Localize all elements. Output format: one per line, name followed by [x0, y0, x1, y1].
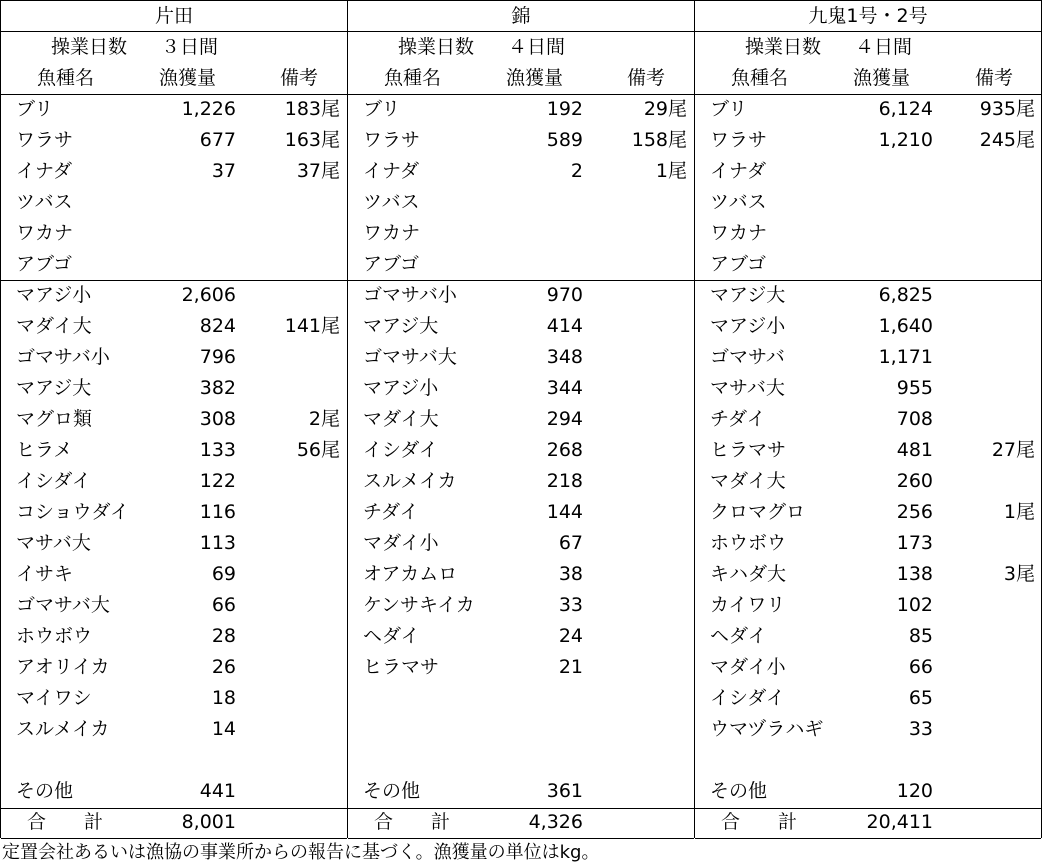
species-name: ウマヅラハギ — [710, 718, 824, 740]
catch-amount: 1,210 — [878, 129, 933, 151]
table-row — [1, 373, 348, 404]
total-label: 合 計 — [27, 811, 104, 833]
table-row — [695, 280, 1042, 311]
table-row — [1, 497, 348, 528]
notes-column-header: 備考 — [974, 67, 1013, 89]
species-name: ツバス — [363, 191, 420, 213]
catch-amount: 66 — [908, 656, 933, 678]
catch-amount: 218 — [546, 470, 583, 492]
species-name: ヒラマサ — [363, 656, 440, 678]
table-row — [348, 466, 695, 497]
species-name: ホウボウ — [710, 532, 787, 554]
species-name: コショウダイ — [16, 501, 130, 523]
catch-amount: 66 — [211, 594, 236, 616]
location-panel — [0, 0, 347, 838]
catch-amount: 796 — [199, 346, 236, 368]
table-row — [348, 373, 695, 404]
species-column-header: 魚種名 — [37, 67, 95, 89]
catch-note: 141尾 — [284, 315, 340, 337]
catch-column-header: 漁獲量 — [159, 67, 217, 89]
catch-amount: 708 — [896, 408, 933, 430]
species-name: ワカナ — [710, 222, 768, 244]
location-name: 九鬼1号・2号 — [695, 1, 1041, 32]
table-row — [1, 435, 348, 466]
catch-column-header: 漁獲量 — [853, 67, 911, 89]
footnote: 定置会社あるいは漁協の事業所からの報告に基づく。漁獲量の単位はkg。 — [2, 842, 600, 863]
table-row — [695, 342, 1042, 373]
species-name: マダイ小 — [363, 532, 439, 554]
total-label: 合 計 — [374, 811, 451, 833]
operating-days-value: ４日間 — [508, 36, 566, 58]
catch-note: 27尾 — [991, 439, 1035, 461]
catch-amount: 122 — [199, 470, 236, 492]
catch-note: 56尾 — [296, 439, 340, 461]
catch-amount: 173 — [896, 532, 933, 554]
species-name: マアジ大 — [363, 315, 439, 337]
catch-amount: 116 — [199, 501, 236, 523]
species-name: アブゴ — [16, 253, 73, 275]
table-row — [348, 249, 695, 280]
species-name: マアジ小 — [363, 377, 439, 399]
catch-note: 935尾 — [979, 98, 1035, 120]
table-row — [1, 156, 348, 187]
catch-note: 1尾 — [1003, 501, 1035, 523]
operating-days-label: 操業日数 — [51, 36, 128, 58]
species-name: マアジ小 — [710, 315, 786, 337]
table-row — [695, 683, 1042, 714]
column-label-row — [1, 63, 348, 94]
column-label-row — [695, 63, 1042, 94]
total-row — [1, 808, 348, 836]
catch-amount: 144 — [546, 501, 583, 523]
catch-amount: 38 — [558, 563, 583, 585]
species-name: マアジ小 — [16, 284, 92, 306]
table-row — [695, 435, 1042, 466]
table-row — [1, 683, 348, 714]
catch-amount: 33 — [558, 594, 583, 616]
table-row — [348, 435, 695, 466]
species-name: アブゴ — [363, 253, 420, 275]
catch-amount: 268 — [546, 439, 583, 461]
catch-amount: 37 — [211, 160, 236, 182]
catch-amount: 955 — [896, 377, 933, 399]
total-amount: 4,326 — [528, 811, 583, 833]
catch-amount: 6,825 — [878, 284, 933, 306]
species-name: ホウボウ — [16, 625, 93, 647]
catch-note: 1尾 — [655, 160, 687, 182]
other-species-label: その他 — [363, 780, 421, 802]
catch-amount: 6,124 — [878, 98, 933, 120]
other-row — [1, 776, 348, 807]
total-row — [348, 808, 695, 836]
table-row — [348, 497, 695, 528]
table-row — [348, 125, 695, 156]
table-row — [695, 497, 1042, 528]
other-catch-amount: 361 — [546, 780, 583, 802]
table-row — [695, 311, 1042, 342]
catch-amount: 260 — [896, 470, 933, 492]
column-label-row — [348, 63, 695, 94]
species-name: イシダイ — [363, 439, 438, 461]
table-row — [695, 652, 1042, 683]
catch-amount: 67 — [558, 532, 583, 554]
species-name: アオリイカ — [16, 656, 110, 678]
catch-note: 29尾 — [643, 98, 687, 120]
species-name: ヘダイ — [363, 625, 420, 647]
species-name: ゴマサバ大 — [363, 346, 457, 368]
table-row — [348, 528, 695, 559]
table-row — [1, 714, 348, 745]
species-name: ゴマサバ大 — [16, 594, 110, 616]
species-name: マダイ大 — [363, 408, 439, 430]
species-name: イシダイ — [710, 687, 785, 709]
catch-amount: 138 — [896, 563, 933, 585]
catch-amount: 26 — [211, 656, 236, 678]
table-row — [348, 218, 695, 249]
species-name: マダイ小 — [710, 656, 786, 678]
table-row — [695, 621, 1042, 652]
catch-amount: 2 — [570, 160, 583, 182]
species-name: ワラサ — [16, 129, 74, 151]
catch-amount: 2,606 — [181, 284, 236, 306]
species-name: ワラサ — [710, 129, 768, 151]
total-amount: 20,411 — [866, 811, 933, 833]
species-name: ワカナ — [363, 222, 421, 244]
total-row — [695, 808, 1042, 836]
catch-amount: 133 — [199, 439, 236, 461]
other-species-label: その他 — [710, 780, 768, 802]
catch-column-header: 漁獲量 — [506, 67, 564, 89]
table-row — [1, 249, 348, 280]
table-row — [695, 249, 1042, 280]
other-row — [348, 776, 695, 807]
table-row — [1, 404, 348, 435]
catch-amount: 65 — [908, 687, 933, 709]
catch-amount: 18 — [211, 687, 236, 709]
species-name: スルメイカ — [363, 470, 457, 492]
catch-note: 183尾 — [284, 98, 340, 120]
table-row — [1, 342, 348, 373]
species-name: カイワリ — [710, 594, 786, 616]
catch-amount: 308 — [199, 408, 236, 430]
table-row — [348, 683, 695, 714]
operating-days-value: ３日間 — [161, 36, 219, 58]
table-row — [348, 342, 695, 373]
catch-amount: 14 — [211, 718, 236, 740]
table-row — [695, 373, 1042, 404]
species-name: スルメイカ — [16, 718, 110, 740]
species-name: ブリ — [16, 98, 54, 120]
species-column-header: 魚種名 — [384, 67, 442, 89]
species-name: イナダ — [16, 160, 73, 182]
operating-days-row — [1, 32, 348, 63]
catch-note: 158尾 — [631, 129, 687, 151]
table-row — [695, 559, 1042, 590]
species-name: ツバス — [16, 191, 73, 213]
table-row — [348, 714, 695, 745]
species-name: ゴマサバ — [710, 346, 785, 368]
other-row — [695, 776, 1042, 807]
location-name: 錦 — [348, 1, 694, 32]
location-panel — [347, 0, 694, 838]
table-row — [348, 404, 695, 435]
species-name: イナダ — [363, 160, 420, 182]
species-name: イシダイ — [16, 470, 91, 492]
species-name: ワラサ — [363, 129, 421, 151]
table-row — [695, 466, 1042, 497]
species-name: オアカムロ — [363, 563, 458, 585]
operating-days-row — [348, 32, 695, 63]
species-name: ツバス — [710, 191, 767, 213]
table-row — [348, 311, 695, 342]
table-row — [348, 280, 695, 311]
catch-amount: 21 — [558, 656, 583, 678]
table-row — [1, 187, 348, 218]
table-row — [1, 94, 348, 125]
species-name: ゴマサバ小 — [16, 346, 110, 368]
species-name: イナダ — [710, 160, 767, 182]
species-name: チダイ — [710, 408, 766, 430]
table-row — [1, 590, 348, 621]
catch-amount: 344 — [546, 377, 583, 399]
table-row — [695, 94, 1042, 125]
catch-amount: 192 — [546, 98, 583, 120]
table-row — [695, 218, 1042, 249]
catch-amount: 382 — [199, 377, 236, 399]
table-row — [1, 218, 348, 249]
species-name: ブリ — [363, 98, 401, 120]
table-row — [348, 94, 695, 125]
table-row — [348, 590, 695, 621]
species-name: ワカナ — [16, 222, 74, 244]
operating-days-row — [695, 32, 1042, 63]
species-name: マイワシ — [16, 687, 92, 709]
operating-days-label: 操業日数 — [398, 36, 475, 58]
catch-note: 3尾 — [1003, 563, 1035, 585]
catch-amount: 28 — [211, 625, 236, 647]
table-row — [348, 745, 695, 776]
table-row — [1, 652, 348, 683]
species-name: マサバ大 — [710, 377, 785, 399]
species-name: マアジ大 — [16, 377, 92, 399]
species-name: ゴマサバ小 — [363, 284, 457, 306]
catch-amount: 69 — [211, 563, 236, 585]
table-row — [1, 125, 348, 156]
table-row — [348, 187, 695, 218]
table-row — [348, 621, 695, 652]
table-row — [695, 156, 1042, 187]
species-name: イサキ — [16, 563, 74, 585]
notes-column-header: 備考 — [626, 67, 665, 89]
catch-amount: 256 — [896, 501, 933, 523]
operating-days-value: ４日間 — [855, 36, 913, 58]
catch-amount: 1,640 — [878, 315, 933, 337]
table-row — [348, 652, 695, 683]
table-row — [695, 125, 1042, 156]
catch-note: 245尾 — [979, 129, 1035, 151]
table-row — [695, 404, 1042, 435]
catch-amount: 102 — [896, 594, 933, 616]
catch-amount: 294 — [546, 408, 583, 430]
table-row — [348, 156, 695, 187]
species-name: ヒラマサ — [710, 439, 787, 461]
species-name: ケンサキイカ — [363, 594, 475, 616]
table-row — [1, 745, 348, 776]
other-species-label: その他 — [16, 780, 74, 802]
species-name: マダイ大 — [16, 315, 92, 337]
species-name: キハダ大 — [710, 563, 787, 585]
table-row — [1, 621, 348, 652]
table-row — [695, 745, 1042, 776]
catch-note: 37尾 — [296, 160, 340, 182]
table-row — [695, 528, 1042, 559]
table-row — [1, 311, 348, 342]
catch-amount: 414 — [546, 315, 583, 337]
species-name: ブリ — [710, 98, 748, 120]
notes-column-header: 備考 — [279, 67, 318, 89]
catch-amount: 1,226 — [181, 98, 236, 120]
other-catch-amount: 120 — [896, 780, 933, 802]
total-label: 合 計 — [721, 811, 798, 833]
species-name: クロマグロ — [710, 501, 806, 523]
catch-amount: 589 — [546, 129, 583, 151]
operating-days-label: 操業日数 — [745, 36, 822, 58]
bottom-border — [695, 838, 1041, 839]
catch-amount: 24 — [558, 625, 583, 647]
catch-amount: 348 — [546, 346, 583, 368]
table-row — [695, 590, 1042, 621]
catch-amount: 677 — [199, 129, 236, 151]
species-name: ヘダイ — [710, 625, 767, 647]
location-panel — [694, 0, 1042, 838]
catch-amount: 824 — [199, 315, 236, 337]
species-name: マグロ類 — [16, 408, 93, 430]
species-name: マサバ大 — [16, 532, 91, 554]
table-row — [1, 559, 348, 590]
location-name: 片田 — [1, 1, 347, 32]
other-catch-amount: 441 — [199, 780, 236, 802]
catch-amount: 481 — [896, 439, 933, 461]
catch-amount: 970 — [546, 284, 583, 306]
table-row — [1, 280, 348, 311]
table-row — [348, 559, 695, 590]
catch-amount: 33 — [908, 718, 933, 740]
table-row — [1, 528, 348, 559]
species-name: チダイ — [363, 501, 419, 523]
species-name: マアジ大 — [710, 284, 786, 306]
catch-note: 163尾 — [284, 129, 340, 151]
catch-amount: 113 — [199, 532, 236, 554]
table-row — [695, 187, 1042, 218]
species-name: ヒラメ — [16, 439, 73, 461]
catch-amount: 1,171 — [878, 346, 933, 368]
catch-note: 2尾 — [308, 408, 340, 430]
total-amount: 8,001 — [181, 811, 236, 833]
species-name: マダイ大 — [710, 470, 786, 492]
catch-amount: 85 — [908, 625, 933, 647]
species-column-header: 魚種名 — [731, 67, 789, 89]
table-row — [695, 714, 1042, 745]
species-name: アブゴ — [710, 253, 767, 275]
table-row — [1, 466, 348, 497]
